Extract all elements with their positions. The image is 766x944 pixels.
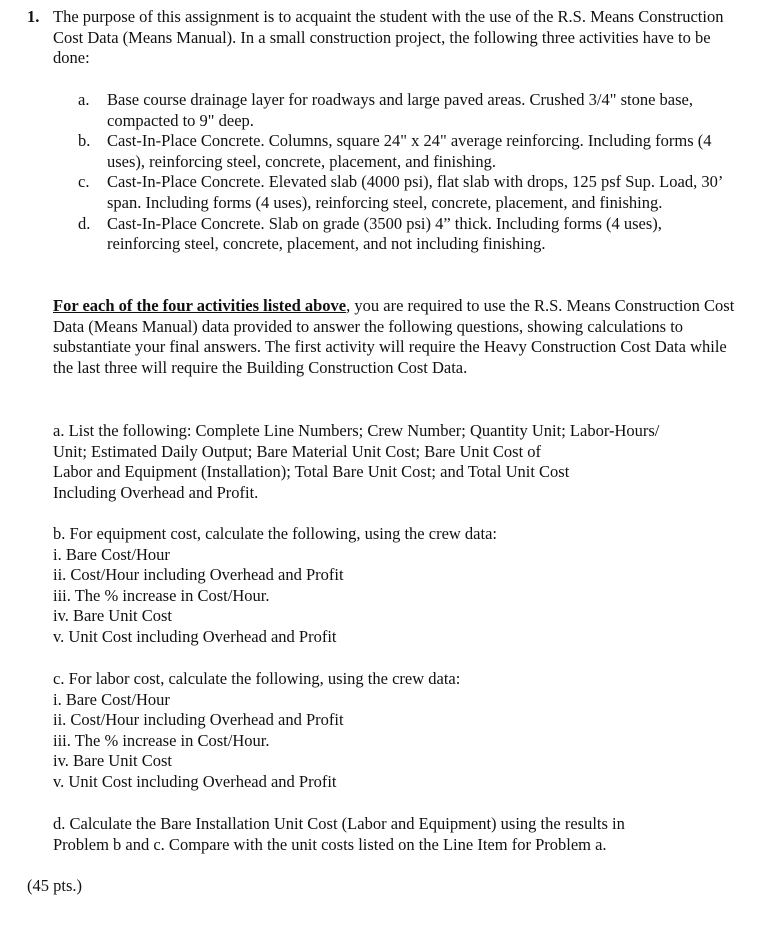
activity-item-b bbox=[78, 131, 738, 172]
activity-marker: d. bbox=[78, 213, 91, 233]
instructions-lead: For each of the four activities listed above bbox=[53, 296, 347, 315]
activity-text: Cast-In-Place Concrete. Columns, square 24" x 24" average reinforcing. Including forms (4 uses), reinforcing steel, concrete, placement, and finishing. bbox=[107, 131, 712, 171]
part-c-line: i. Bare Cost/Hour bbox=[53, 689, 170, 709]
points-label: (45 pts.) bbox=[27, 876, 82, 895]
part-b-line: iv. Bare Unit Cost bbox=[53, 606, 173, 626]
activity-item-d bbox=[78, 214, 738, 255]
activity-item-a bbox=[78, 90, 738, 131]
instructions-text: , you are required to use the R.S. Means Construction Cost Data (Means Manual) data provided to answer the following questions, showing calculations to substantiate your final answers. The first activity will require the Heavy Construction Cost Data while the last three will require the Building Construction Cost Data. bbox=[53, 296, 735, 377]
part-a-line: Unit; Estimated Daily Output; Bare Material Unit Cost; Bare Unit Cost of bbox=[53, 441, 542, 461]
instructions-paragraph bbox=[53, 296, 741, 378]
part-a-line: Including Overhead and Profit. bbox=[53, 482, 259, 502]
part-d-line: Problem b and c. Compare with the unit costs listed on the Line Item for Problem a. bbox=[53, 834, 607, 854]
activity-marker: a. bbox=[78, 90, 90, 109]
part-b bbox=[53, 524, 741, 648]
activity-text: Cast-In-Place Concrete. Slab on grade (3500 psi) 4” thick. Including forms (4 uses), reinforcing steel, concrete, placement, and not including finishing. bbox=[107, 213, 662, 254]
part-c bbox=[53, 669, 741, 793]
part-b-line: ii. Cost/Hour including Overhead and Profit bbox=[53, 565, 344, 585]
part-c-line: ii. Cost/Hour including Overhead and Profit bbox=[53, 710, 344, 730]
part-d-line: d. Calculate the Bare Installation Unit Cost (Labor and Equipment) using the results in bbox=[53, 814, 625, 833]
part-b-line: v. Unit Cost including Overhead and Profit bbox=[53, 626, 337, 646]
part-c-line: v. Unit Cost including Overhead and Profit bbox=[53, 771, 337, 791]
part-a-line: Labor and Equipment (Installation); Total Bare Unit Cost; and Total Unit Cost bbox=[53, 462, 570, 482]
part-d bbox=[53, 814, 741, 855]
activity-text: Base course drainage layer for roadways and large paved areas. Crushed 3/4" stone base, compacted to 9" deep. bbox=[107, 90, 693, 130]
question-intro: The purpose of this assignment is to acquaint the student with the use of the R.S. Means Construction Cost Data (Means Manual). In a small construction project, the following three activities have to be done: bbox=[53, 7, 724, 68]
part-c-line: c. For labor cost, calculate the following, using the crew data: bbox=[53, 669, 461, 688]
part-c-line: iii. The % increase in Cost/Hour. bbox=[53, 730, 270, 750]
part-b-line: i. Bare Cost/Hour bbox=[53, 544, 170, 564]
part-a-line: a. List the following: Complete Line Numbers; Crew Number; Quantity Unit; Labor-Hours/ bbox=[53, 421, 660, 440]
activity-list bbox=[78, 90, 738, 255]
activity-item-c bbox=[78, 172, 738, 213]
part-c-line: iv. Bare Unit Cost bbox=[53, 751, 173, 771]
activity-marker: c. bbox=[78, 172, 90, 192]
part-a bbox=[53, 421, 741, 503]
part-b-line: b. For equipment cost, calculate the following, using the crew data: bbox=[53, 524, 498, 543]
question-number: 1. bbox=[27, 7, 40, 26]
activity-marker: b. bbox=[78, 131, 91, 151]
activity-text: Cast-In-Place Concrete. Elevated slab (4000 psi), flat slab with drops, 125 psf Sup. Load, 30’ span. Including forms (4 uses), reinforcing steel, concrete, placement, and finishing. bbox=[107, 172, 723, 212]
part-b-line: iii. The % increase in Cost/Hour. bbox=[53, 585, 270, 605]
